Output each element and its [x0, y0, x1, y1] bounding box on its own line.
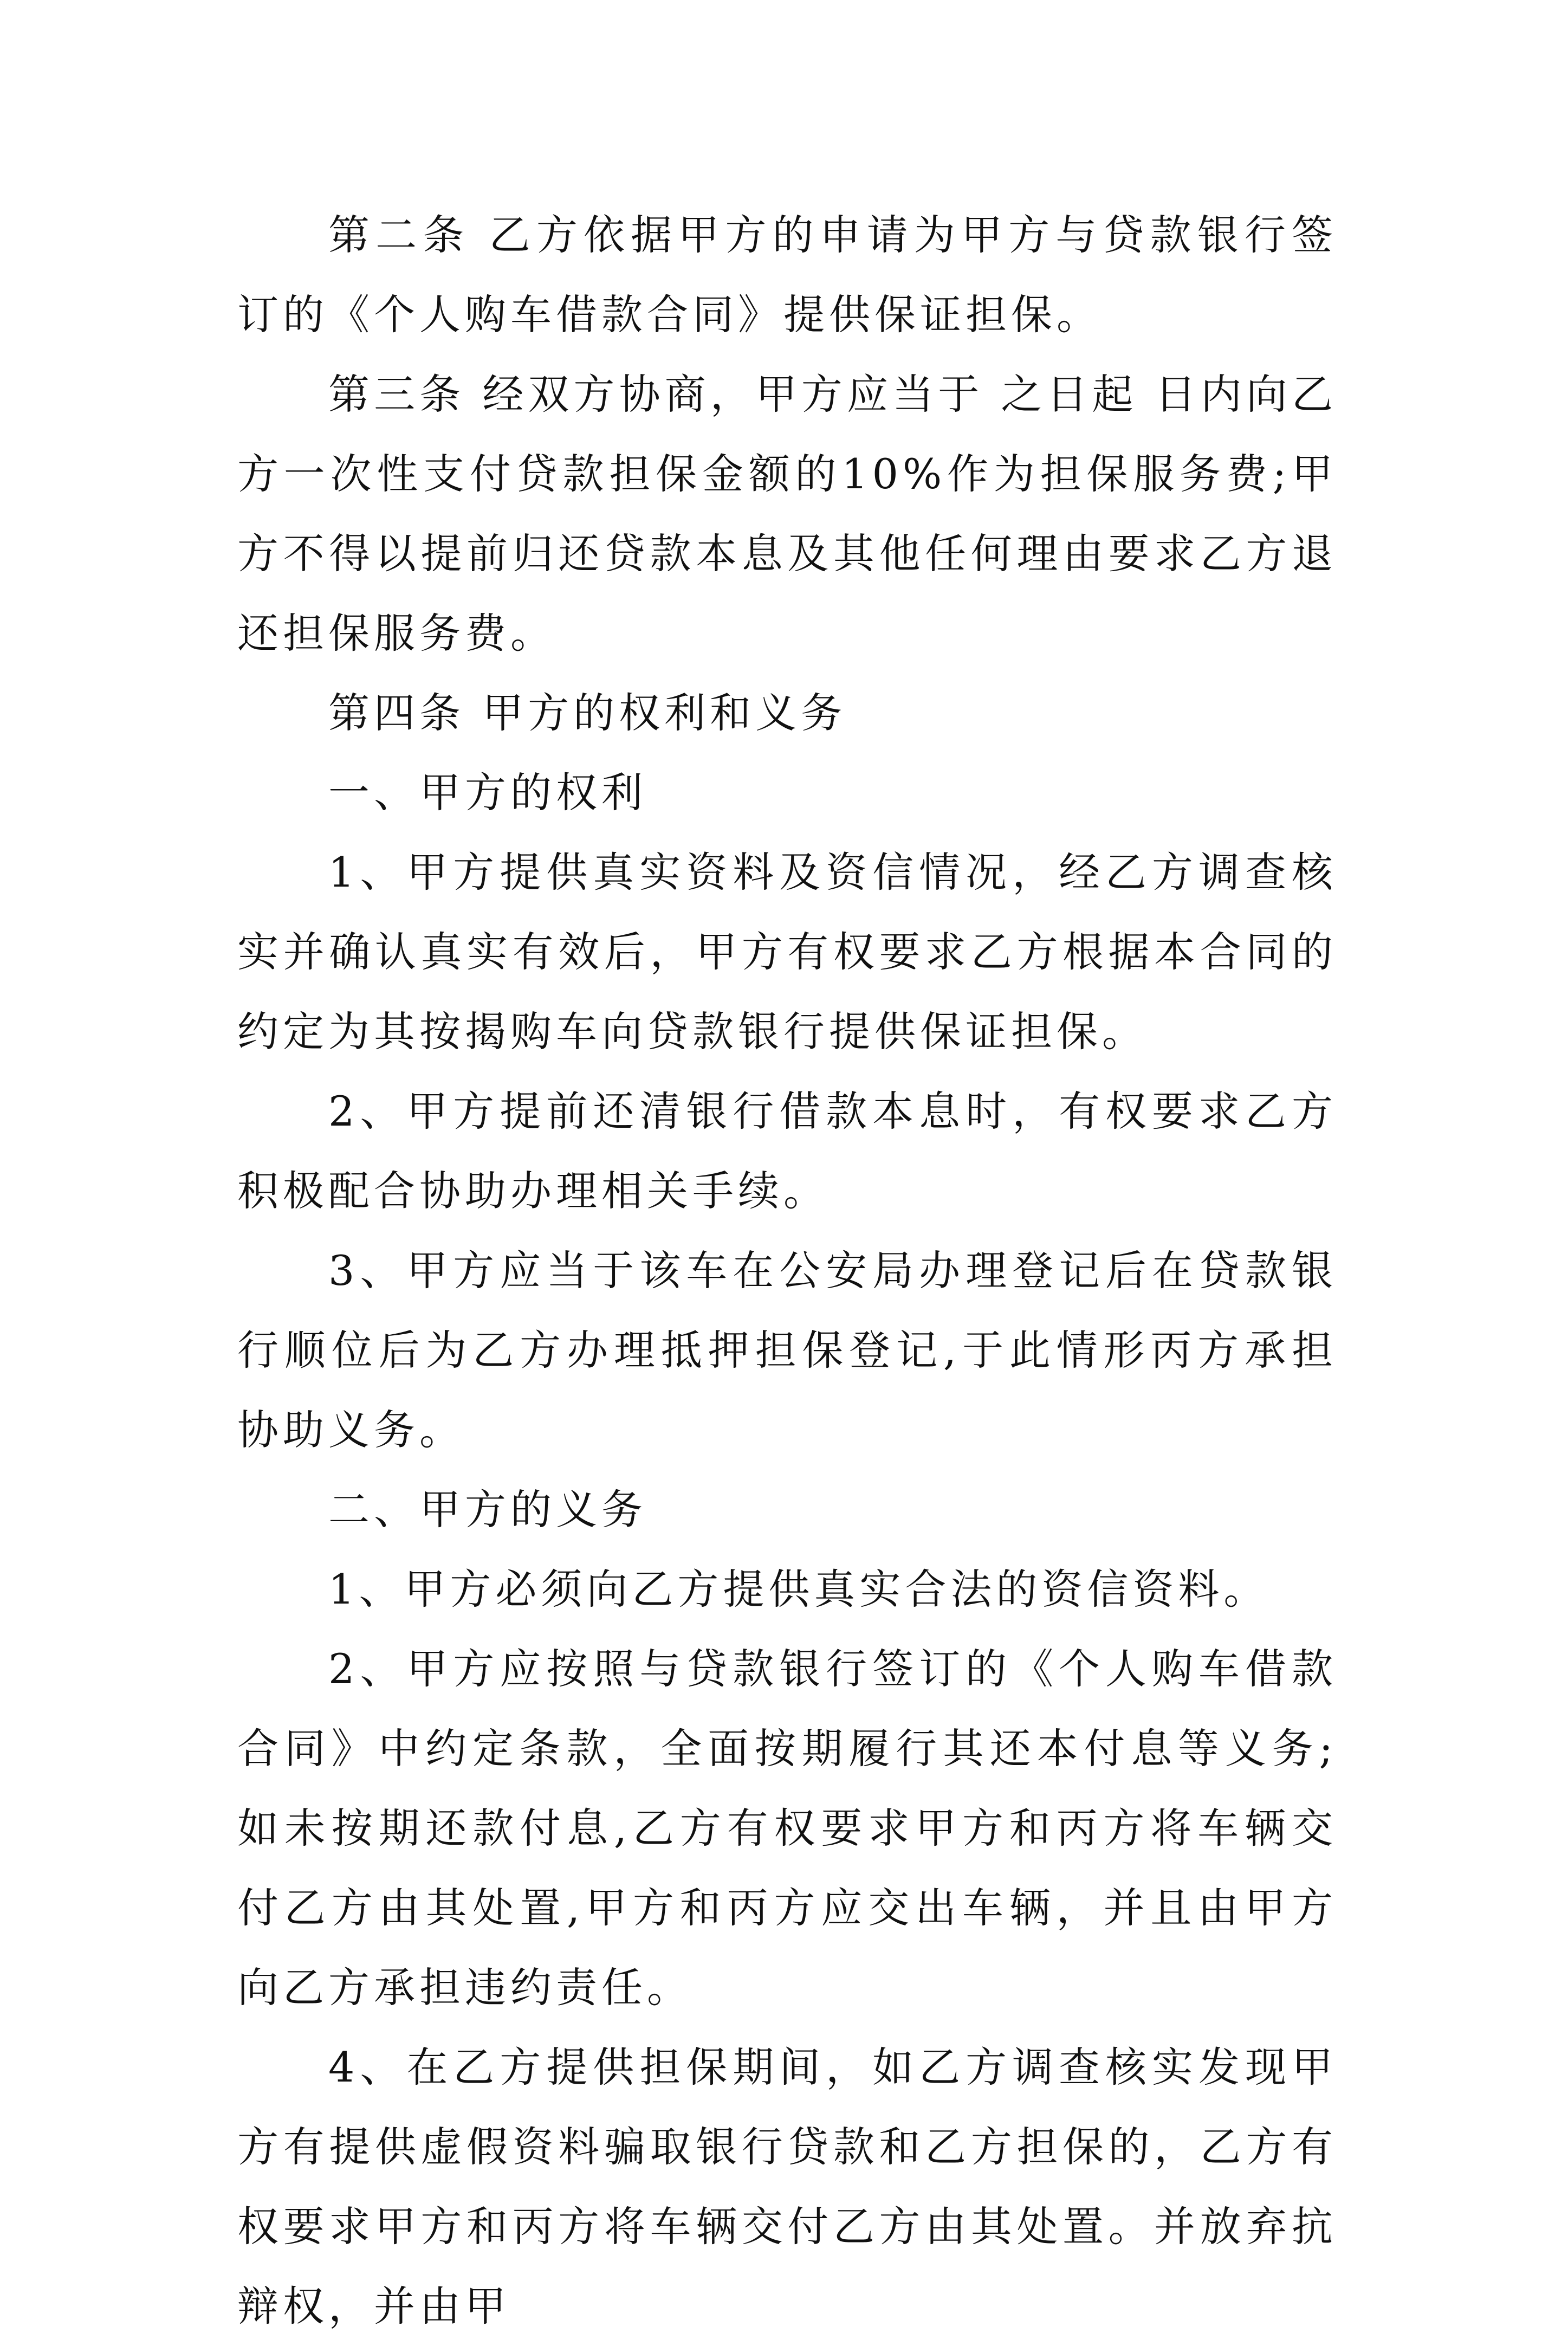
paragraph-obligation-1: 1、甲方必须向乙方提供真实合法的资信资料。 — [328, 1565, 1269, 1613]
paragraph-right-2: 2、甲方提前还清银行借款本息时，有权要求乙方积极配合协助办理相关手续。 — [237, 1087, 1337, 1215]
paragraph-obligation-2: 2、甲方应按照与贷款银行签订的《个人购车借款合同》中约定条款，全面按期履行其还本付息等义务;如未按期还款付息,乙方有权要求甲方和丙方将车辆交付乙方由其处置,甲方和丙方应交出车辆，并且由甲方向乙方承担违约责任。 — [237, 1645, 1337, 2012]
paragraph-obligation-4: 4、在乙方提供担保期间，如乙方调查核实发现甲方有提供虚假资料骗取银行贷款和乙方担保的，乙方有权要求甲方和丙方将车辆交付乙方由其处置。并放弃抗辩权，并由甲 — [237, 2043, 1337, 2330]
paragraph-article-4-heading: 第四条 甲方的权利和义务 — [328, 689, 847, 737]
document-body — [237, 195, 1337, 2346]
paragraph-right-3: 3、甲方应当于该车在公安局办理登记后在贷款银行顺位后为乙方办理抵押担保登记,于此情形丙方承担协助义务。 — [237, 1246, 1337, 1454]
paragraph-right-1: 1、甲方提供真实资料及资信情况，经乙方调查核实并确认真实有效后，甲方有权要求乙方根据本合同的约定为其按揭购车向贷款银行提供保证担保。 — [237, 848, 1337, 1056]
paragraph-obligations-heading: 二、甲方的义务 — [328, 1485, 647, 1534]
paragraph-article-3: 第三条 经双方协商，甲方应当于 之日起 日内向乙方一次性支付贷款担保金额的10%作为担保服务费;甲方不得以提前归还贷款本息及其他任何理由要求乙方退还担保服务费。 — [237, 370, 1337, 657]
paragraph-article-2: 第二条 乙方依据甲方的申请为甲方与贷款银行签订的《个人购车借款合同》提供保证担保。 — [237, 211, 1337, 339]
paragraph-rights-heading: 一、甲方的权利 — [328, 768, 647, 817]
